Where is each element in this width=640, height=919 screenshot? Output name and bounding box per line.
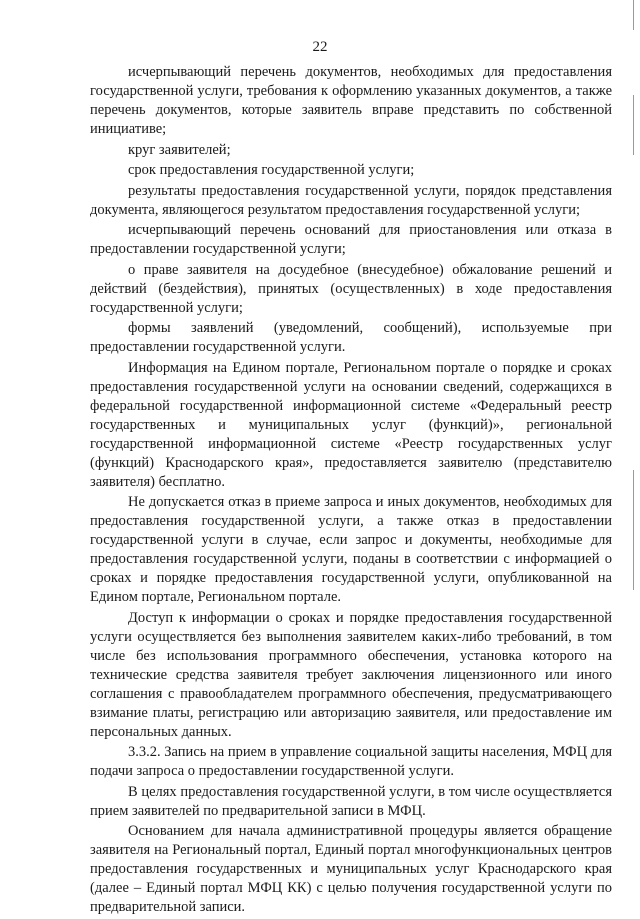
paragraph-portal-information: Информация на Едином портале, Региональном портале о порядке и сроках предоставления государственной услуги на основании сведений, содержащихся в федеральной государственной информационной системе «Федеральный реестр государственных и муниципальных услуг (функций)», региональной государственной информационной системе «Реестр государственных услуг (функций) Краснодарского края», предоставляется заявителю (представителю заявителя) бесплатно.: [90, 359, 612, 490]
paragraph-results: результаты предоставления государственной услуги, порядок представления документа, являющегося результатом предоставления государственной услуги;: [90, 182, 612, 218]
paragraph-section-3-3-2: 3.3.2. Запись на прием в управление социальной защиты населения, МФЦ для подачи запроса о предоставлении государственной услуги.: [90, 744, 612, 779]
paragraph-appeal-right: о праве заявителя на досудебное (внесудебное) обжалование решений и действий (бездействия), принятых (осуществленных) в ходе предоставления государственной услуги;: [90, 261, 612, 316]
paragraph-refusal-grounds: исчерпывающий перечень оснований для приостановления или отказа в предоставлении государственной услуги;: [90, 222, 612, 257]
paragraph-term: срок предоставления государственной услуги;: [128, 162, 415, 178]
paragraph-procedure-basis: Основанием для начала административной процедуры является обращение заявителя на Региональный портал, Единый портал многофункциональных центров предоставления государственных и муниципальных услуг Краснодарского края (далее – Единый портал МФЦ КК) с целью получения государственной услуги по предварительной записи.: [90, 823, 612, 915]
scan-edge-mark: [633, 470, 634, 590]
scan-edge-mark: [633, 95, 634, 155]
scan-edge-mark: [633, 0, 634, 30]
paragraph-applicants: круг заявителей;: [128, 141, 231, 158]
paragraph-documents-list: исчерпывающий перечень документов, необходимых для предоставления государственной услуги, требования к оформлению указанных документов, а также перечень документов, которые заявитель вправе представить по собственной инициативе;: [90, 64, 612, 137]
paragraph-forms: формы заявлений (уведомлений, сообщений), используемые при предоставлении государственной услуги.: [90, 320, 612, 355]
page-number: 22: [312, 39, 328, 55]
paragraph-no-refusal: Не допускается отказ в приеме запроса и иных документов, необходимых для предоставления государственной услуги, а также отказ в предоставлении государственной услуги в случае, если запрос и документы, необходимые для предоставления государственной услуги, поданы в соответствии с информацией о сроках и порядке предоставления государственной услуги, опубликованной на Едином портале, Региональном портале.: [90, 494, 612, 605]
paragraph-preliminary-record: В целях предоставления государственной услуги, в том числе осуществляется прием заявителей по предварительной записи в МФЦ.: [90, 783, 612, 819]
paragraph-access: Доступ к информации о сроках и порядке предоставления государственной услуги осуществляется без выполнения заявителем каких-либо требований, в том числе без использования программного обеспечения, установка которого на технические средства заявителя требует заключения лицензионного или иного соглашения с правообладателем программного обеспечения, предусматривающего взимание платы, регистрацию или авторизацию заявителя, или предоставление им персональных данных.: [90, 609, 612, 740]
document-body: [90, 63, 612, 919]
